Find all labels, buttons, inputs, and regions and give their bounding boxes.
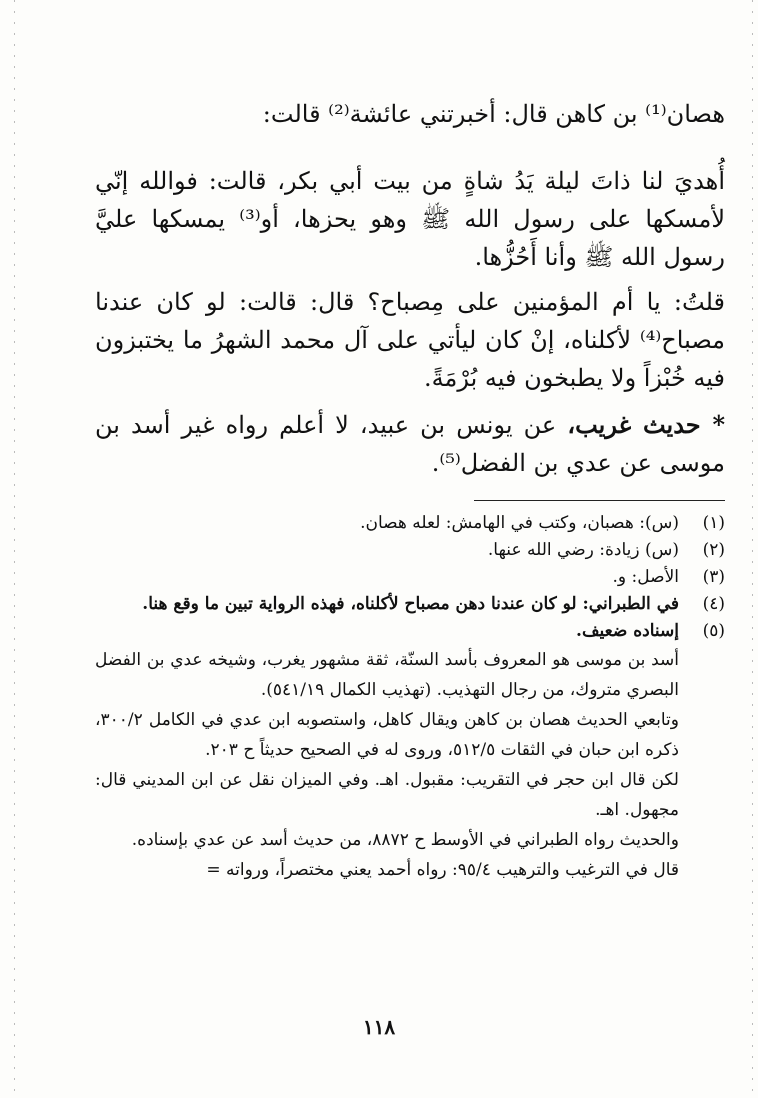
grading-label: * حديث غريب، [567, 410, 725, 439]
commentary-paragraph: أسد بن موسى هو المعروف بأسد السنّة، ثقة مشهور يغرب، وشيخه عدي بن الفضل البصري متروك، من رجال التهذيب. (تهذيب الكمال ٥٤١/١٩). [95, 650, 679, 700]
footnotes [95, 510, 725, 885]
isnad-text: هصان⁽¹⁾ بن كاهن قال: أخبرتني عائشة⁽²⁾ قالت: [262, 100, 725, 128]
commentary-paragraph: وتابعي الحديث هصان بن كاهن ويقال كاهل، واستصوبه ابن عدي في الكامل ٣٠٠/٢، ذكره ابن حبان في الثقات ٥١٢/٥، وروى له في الصحيح حديثاً ح ٢٠٣. [95, 710, 679, 760]
hadith-paragraph-2 [95, 283, 725, 397]
hadith-paragraph-1 [95, 162, 725, 276]
hadith-text-1: أُهديَ لنا ذاتَ ليلة يَدُ شاةٍ من بيت أبي بكر، قالت: فوالله إنّي لأمسكها على رسول الله ﷺ وهو يحزها، أو⁽³⁾ يمسكها عليَّ رسول الله ﷺ وأنا أَحُزُّها. [95, 167, 726, 271]
footnote-number: (٤) [702, 594, 725, 614]
hadith-text-2: قلتُ: يا أم المؤمنين على مِصباح؟ قال: قالت: لو كان عندنا مصباح⁽⁴⁾ لأكلناه، إنْ كان ليأتي على آل محمد الشهرُ ما يختبزون فيه خُبْزاً ولا يطبخون فيه بُرْمَةً. [95, 288, 725, 392]
footnote-text: (س): هصبان، وكتب في الهامش: لعله هصان. [360, 513, 679, 533]
footnote-item [95, 510, 725, 537]
footnote-item [95, 537, 725, 564]
isnad-line [95, 95, 725, 133]
commentary-paragraph: لكن قال ابن حجر في التقريب: مقبول. اهـ. وفي الميزان نقل عن ابن المديني قال: مجهول. اهـ. [95, 770, 679, 820]
commentary-paragraph: قال في الترغيب والترهيب ٩٥/٤: رواه أحمد يعني مختصراً، ورواته = [206, 860, 679, 880]
scan-edge-left [14, 0, 15, 1098]
footnote-text: إسناده ضعيف. [576, 621, 679, 641]
scan-edge-right [752, 0, 753, 1098]
footnote-text: في الطبراني: لو كان عندنا دهن مصباح لأكلناه، فهذه الرواية تبين ما وقع هنا. [142, 594, 679, 614]
footnote-text: (س) زيادة: رضي الله عنها. [487, 540, 679, 560]
commentary-paragraph: والحديث رواه الطبراني في الأوسط ح ٨٨٧٢، من حديث أسد عن عدي بإسناده. [131, 830, 679, 850]
grading-text: عن يونس بن عبيد، لا أعلم رواه غير أسد بن موسى عن عدي بن الفضل⁽⁵⁾. [95, 411, 725, 477]
footnote-divider [474, 500, 725, 501]
page-number: ١١٨ [362, 1015, 396, 1039]
grading-paragraph [95, 406, 725, 482]
footnote-text: الأصل: و. [612, 567, 679, 587]
footnote-number: (٣) [702, 567, 725, 587]
footnote-number: (٥) [702, 621, 725, 641]
footnote-item [95, 591, 725, 618]
footnote-item [95, 618, 725, 645]
footnote-number: (٢) [702, 540, 725, 560]
footnote-number: (١) [702, 513, 725, 533]
footnote-item [95, 564, 725, 591]
